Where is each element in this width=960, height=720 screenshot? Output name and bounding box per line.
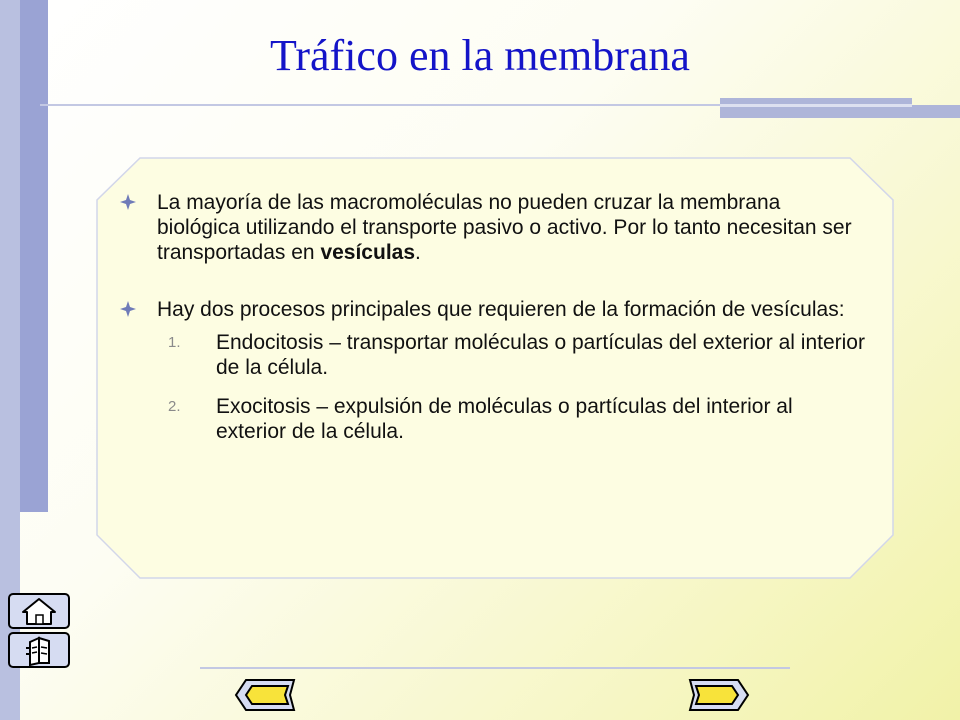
sub-item-2-number: 2. — [168, 398, 181, 416]
bullet-1-bold-text: vesículas — [320, 241, 416, 265]
arrow-left-icon — [246, 686, 288, 704]
bullet-item-1 — [120, 190, 865, 266]
diamond-bullet-icon — [120, 194, 136, 210]
info-icon — [26, 638, 49, 665]
slide-title: Tráfico en la membrana — [270, 31, 690, 80]
bullet-item-2 — [120, 297, 865, 445]
sub-item-1-number: 1. — [168, 333, 181, 351]
bullet-2-text: Hay dos procesos principales que requieren de la formación de vesículas: — [157, 297, 845, 321]
bullet-1-text: La mayoría de las macromoléculas no pueden cruzar la membrana biológica utilizando el transporte pasivo o activo. Por lo tanto necesitan ser transportadas en — [157, 191, 852, 265]
sub-item-1 — [120, 330, 865, 380]
sub-item-2 — [120, 394, 865, 444]
bullet-1-text-end: . — [415, 241, 421, 265]
sub-item-2-text: Exocitosis – expulsión de moléculas o partículas del interior al exterior de la célula. — [216, 395, 793, 444]
references-button[interactable] — [8, 632, 70, 668]
home-button[interactable] — [8, 593, 70, 629]
sub-list — [157, 330, 865, 445]
sub-item-1-text: Endocitosis – transportar moléculas o partículas del exterior al interior de la célula. — [216, 330, 865, 379]
previous-button[interactable] — [232, 677, 298, 713]
arrow-right-icon — [696, 686, 738, 704]
diamond-bullet-icon — [120, 301, 136, 317]
content-body — [120, 190, 865, 476]
bottom-rule — [200, 667, 790, 669]
next-button[interactable] — [686, 677, 752, 713]
